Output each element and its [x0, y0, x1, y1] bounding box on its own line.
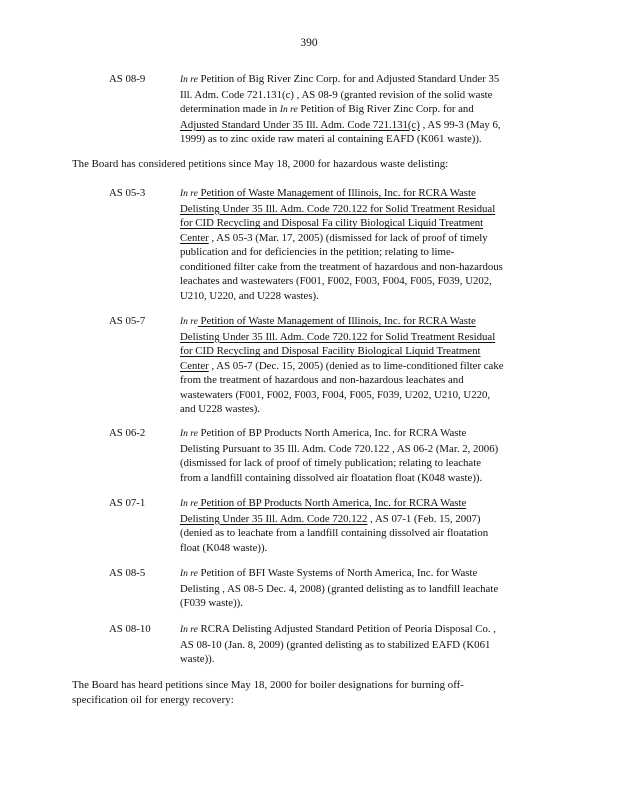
case-text: , AS 08-9 (granted revision of the solid waste	[293, 88, 493, 101]
case-name-italic: In re	[180, 569, 198, 579]
case-entry	[109, 314, 549, 417]
intro-paragraph-boiler	[72, 678, 542, 707]
case-text-line	[180, 402, 548, 417]
case-description	[180, 566, 548, 611]
case-name-underlined: for CID Recycling and Disposal Facility Biological Liquid Treatment	[180, 345, 481, 357]
case-description	[180, 426, 548, 485]
case-text-line	[180, 496, 548, 512]
case-text-line	[180, 359, 548, 374]
case-text-line	[180, 314, 548, 330]
case-text-line	[180, 582, 548, 597]
case-text: AS 08-10 (Jan. 8, 2009) (granted delisting as to stabilized EAFD (K061	[180, 638, 491, 651]
case-name-italic: In re	[279, 105, 298, 115]
case-text: U210, U220, and U228 wastes).	[180, 289, 319, 302]
case-text-line	[180, 245, 548, 260]
case-text: , AS 05-3 (Mar. 17, 2005) (dismissed for lack of proof of timely	[208, 231, 488, 244]
case-text: , AS 05-7 (Dec. 15, 2005) (denied as to lime-conditioned filter cake	[208, 359, 504, 372]
case-name-underlined: Delisting Under 35 Ill. Adm. Code 720.122 for Solid Treatment Residual	[180, 202, 496, 215]
case-text-line	[180, 132, 548, 147]
case-name-italic: In re	[180, 625, 198, 635]
case-number: AS 08-5	[109, 567, 146, 579]
case-number: AS 06-2	[109, 427, 146, 439]
case-description	[180, 72, 548, 147]
case-text-line	[180, 216, 548, 231]
case-text-line	[180, 344, 548, 359]
case-text: Petition of Big River Zinc Corp. for and Adjusted Standard Under 35	[197, 73, 500, 85]
case-description	[180, 314, 548, 417]
case-text-line	[180, 638, 548, 653]
case-text-line	[180, 289, 548, 304]
case-text: and U228 wastes).	[180, 403, 261, 415]
case-text-line	[180, 622, 548, 638]
case-text: (F039 waste)).	[180, 597, 243, 609]
case-name-underlined: Delisting Under 35 Ill. Adm. Code 720.122	[180, 512, 368, 525]
case-text-line	[180, 541, 548, 556]
case-name-underlined: Adjusted Standard Under 35 Ill. Adm. Code 721.131(c)	[180, 118, 420, 131]
case-text-line	[180, 274, 548, 289]
case-text-line	[180, 186, 548, 202]
case-description	[180, 496, 548, 555]
case-entry	[109, 496, 549, 555]
case-text-line	[180, 652, 548, 667]
case-text: waste)).	[180, 653, 215, 665]
case-text: , AS 99-3 (May 6,	[419, 118, 501, 131]
case-name-underlined: Petition of Waste Management of Illinois, Inc. for RCRA Waste	[197, 187, 476, 199]
case-text: , AS 07-1 (Feb. 15, 2007)	[367, 512, 481, 525]
case-entry	[109, 566, 549, 611]
case-text: determination made in	[180, 103, 280, 115]
case-number: AS 05-7	[109, 315, 146, 327]
case-text: conditioned filter cake from the treatment of hazardous and non-hazardous	[180, 260, 503, 273]
case-text: float (K048 waste)).	[180, 541, 268, 554]
case-name-underlined: Center	[180, 359, 209, 372]
case-number: AS 05-3	[109, 187, 146, 199]
case-text-line	[180, 388, 548, 403]
paragraph-line: The Board has heard petitions since May 18, 2000 for boiler designations for burning off-	[72, 679, 464, 691]
case-text-line	[180, 512, 548, 527]
case-text-line	[180, 102, 548, 118]
case-name-italic: In re	[180, 499, 198, 509]
case-text: leachates and wastewaters (F001, F002, F003, F004, F005, F039, U202,	[180, 275, 492, 287]
case-text: Petition of BFI Waste Systems of North America, Inc. for Waste	[197, 567, 478, 579]
case-entry	[109, 186, 549, 303]
case-text-line	[180, 72, 548, 88]
case-text-line	[180, 373, 548, 388]
case-text: Petition of Big River Zinc Corp. for and	[297, 103, 474, 115]
case-text-line	[180, 471, 548, 486]
case-text: RCRA Delisting Adjusted Standard Petition of Peoria Disposal Co. ,	[197, 623, 496, 635]
case-description	[180, 622, 548, 667]
case-entry	[109, 622, 549, 667]
case-text: Petition of BP Products North America, Inc. for RCRA Waste	[197, 427, 467, 439]
case-name-underlined: Petition of BP Products North America, Inc. for RCRA Waste	[197, 497, 467, 509]
case-text-line	[180, 596, 548, 611]
case-text-line	[180, 566, 548, 582]
case-text: publication and for deficiencies in the petition; relating to lime-	[180, 246, 455, 258]
case-name-underlined: for CID Recycling and Disposal Fa cility Biological Liquid Treatment	[180, 217, 484, 229]
case-text-line	[180, 442, 548, 457]
case-name-underlined: Delisting Under 35 Ill. Adm. Code 720.122 for Solid Treatment Residual	[180, 330, 496, 343]
case-text-line	[180, 426, 548, 442]
case-text-line	[180, 456, 548, 471]
case-text: Ill. Adm. Code 721.131(c)	[180, 88, 294, 101]
case-name-italic: In re	[180, 429, 198, 439]
case-name-underlined: Petition of Waste Management of Illinois, Inc. for RCRA Waste	[197, 315, 476, 327]
case-text: 1999) as to zinc oxide raw materi al containing EAFD (K061 waste)).	[180, 133, 482, 145]
case-text: (dismissed for lack of proof of timely publication; relating to leachate	[180, 457, 482, 469]
case-description	[180, 186, 548, 303]
case-name-underlined: Center	[180, 231, 209, 244]
case-text: from the treatment of hazardous and non-hazardous leachates and	[180, 374, 464, 386]
case-number: AS 08-10	[109, 623, 151, 635]
case-entry	[109, 72, 549, 147]
case-text-line	[180, 260, 548, 275]
case-text-line	[180, 526, 548, 541]
case-name-italic: In re	[180, 75, 198, 85]
case-name-italic: In re	[180, 189, 198, 199]
case-text-line	[180, 88, 548, 103]
case-name-italic: In re	[180, 317, 198, 327]
case-number: AS 08-9	[109, 73, 146, 85]
intro-paragraph-delisting: The Board has considered petitions since May 18, 2000 for hazardous waste delisting:	[72, 158, 449, 170]
case-number: AS 07-1	[109, 497, 146, 509]
case-text-line	[180, 202, 548, 217]
paragraph-line: specification oil for energy recovery:	[72, 693, 234, 706]
case-text: wastewaters (F001, F002, F003, F004, F005, F039, U202, U210, U220,	[180, 388, 491, 401]
case-text: (denied as to leachate from a landfill containing dissolved air floatation	[180, 527, 489, 539]
case-text-line	[180, 118, 548, 133]
case-text-line	[180, 231, 548, 246]
case-text: Delisting , AS 08-5 Dec. 4, 2008) (granted delisting as to landfill leachate	[180, 582, 499, 595]
page-number: 390	[300, 37, 318, 49]
case-text-line	[180, 330, 548, 345]
case-text: from a landfill containing dissolved air floatation float (K048 waste)).	[180, 471, 483, 484]
case-text: Delisting Pursuant to 35 Ill. Adm. Code 720.122 , AS 06-2 (Mar. 2, 2006)	[180, 442, 499, 455]
case-entry	[109, 426, 549, 485]
